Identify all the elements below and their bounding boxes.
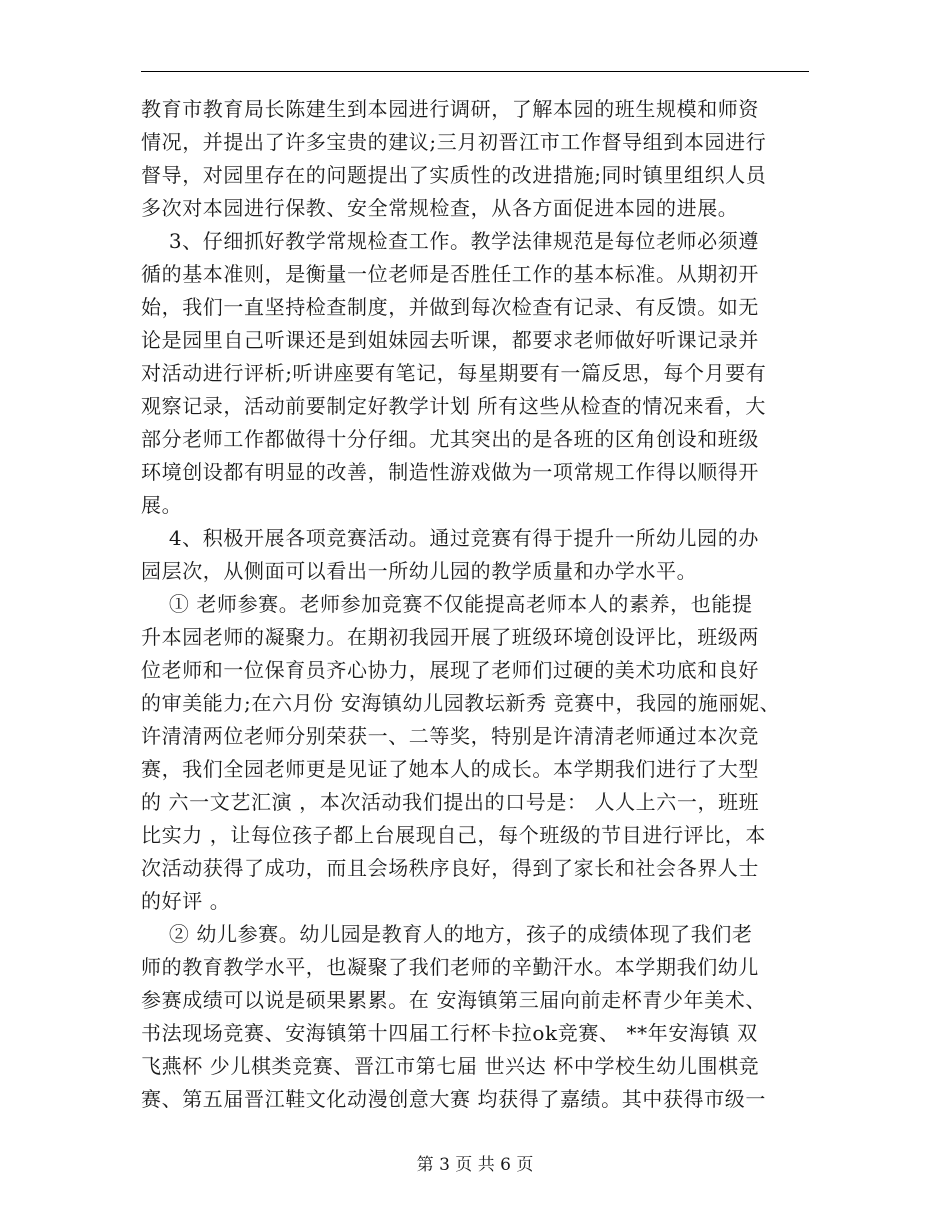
text-line: 论是园里自己听课还是到姐妹园去听课，都要求老师做好听课记录并 (141, 328, 759, 352)
text-line: ① 老师参赛。老师参加竞赛不仅能提高老师本人的素养，也能提 (141, 592, 753, 616)
text-line: 比实力 ，让每位孩子都上台展现自己，每个班级的节目进行评比，本 (141, 823, 766, 847)
header-rule (141, 71, 809, 72)
text-line: 3、仔细抓好教学常规检查工作。教学法律规范是每位老师必须遵 (141, 229, 759, 253)
text-line: 始，我们一直坚持检查制度，并做到每次检查有记录、有反馈。如无 (141, 295, 759, 319)
text-line: 展。 (141, 493, 183, 517)
text-line: 教育市教育局长陈建生到本园进行调研，了解本园的班生规模和师资 (141, 97, 759, 121)
text-line: 的审美能力;在六月份 安海镇幼儿园教坛新秀 竞赛中，我园的施丽妮、 (141, 691, 781, 715)
text-line: 多次对本园进行保教、安全常规检查，从各方面促进本园的进展。 (141, 196, 739, 220)
text-line: 的好评 。 (141, 889, 231, 913)
page-footer: 第 3 页 共 6 页 (416, 1155, 534, 1175)
text-line: 书法现场竞赛、安海镇第十四届工行杯卡拉ok竞赛、 **年安海镇 双 (141, 1021, 758, 1045)
text-line: 位老师和一位保育员齐心协力，展现了老师们过硬的美术功底和良好 (141, 658, 759, 682)
text-line: 赛，我们全园老师更是见证了她本人的成长。本学期我们进行了大型 (141, 757, 759, 781)
text-line: 园层次，从侧面可以看出一所幼儿园的教学质量和办学水平。 (141, 559, 698, 583)
text-line: 部分老师工作都做得十分仔细。尤其突出的是各班的区角创设和班级 (141, 427, 759, 451)
text-line: 循的基本准则，是衡量一位老师是否胜任工作的基本标准。从期初开 (141, 262, 759, 286)
text-line: 环境创设都有明显的改善，制造性游戏做为一项常规工作得以顺得开 (141, 460, 759, 484)
text-line: 对活动进行评析;听讲座要有笔记，每星期要有一篇反思，每个月要有 (141, 361, 767, 385)
text-line: 情况，并提出了许多宝贵的建议;三月初晋江市工作督导组到本园进行 (141, 130, 767, 154)
text-line: 许清清两位老师分别荣获一、二等奖，特别是许清清老师通过本次竞 (141, 724, 759, 748)
text-line: 飞燕杯 少儿棋类竞赛、晋江市第七届 世兴达 杯中学校生幼儿围棋竞 (141, 1054, 760, 1078)
text-line: 赛、第五届晋江鞋文化动漫创意大赛 均获得了嘉绩。其中获得市级一 (141, 1087, 766, 1111)
text-line: 升本园老师的凝聚力。在期初我园开展了班级环境创设评比，班级两 (141, 625, 759, 649)
text-line: 次活动获得了成功，而且会场秩序良好，得到了家长和社会各界人士 (141, 856, 759, 880)
text-line: 观察记录，活动前要制定好教学计划 所有这些从检查的情况来看，大 (141, 394, 766, 418)
text-line: ② 幼儿参赛。幼儿园是教育人的地方，孩子的成绩体现了我们老 (141, 922, 753, 946)
text-line: 的 六一文艺汇演 ，本次活动我们提出的口号是： 人人上六一，班班 (141, 790, 760, 814)
text-line: 督导，对园里存在的问题提出了实质性的改进措施;同时镇里组织人员 (141, 163, 767, 187)
text-line: 4、积极开展各项竞赛活动。通过竞赛有得于提升一所幼儿园的办 (141, 526, 759, 550)
text-line: 参赛成绩可以说是硕果累累。在 安海镇第三届向前走杯青少年美术、 (141, 988, 766, 1012)
body-text (141, 93, 809, 1116)
text-line: 师的教育教学水平，也凝聚了我们老师的辛勤汗水。本学期我们幼儿 (141, 955, 759, 979)
